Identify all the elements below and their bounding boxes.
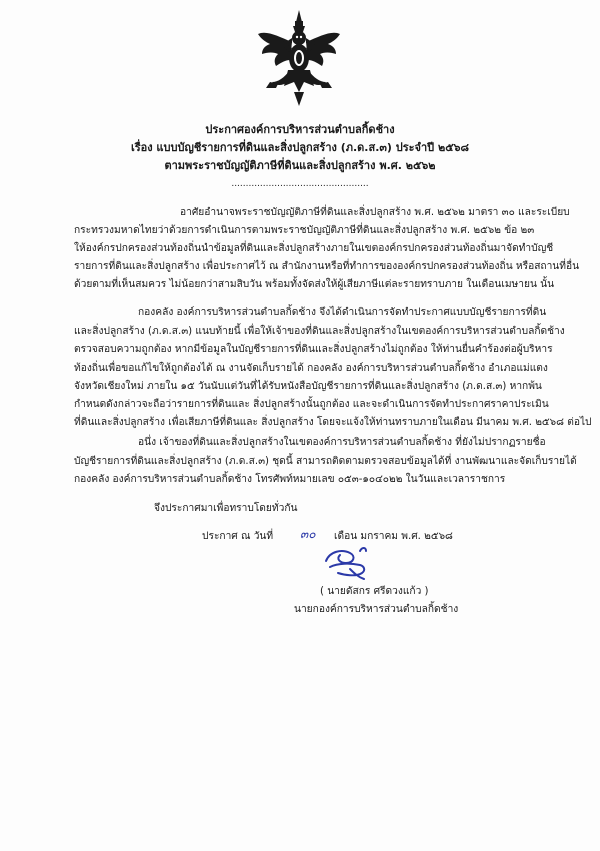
date-day: ๓๐ — [300, 527, 316, 541]
paragraph-2-line-7: ที่ดินและสิ่งปลูกสร้าง เพื่อเสียภาษีที่ดินและ สิ่งปลูกสร้าง โดยจะแจ้งให้ท่านทราบภายในเดือน มีนาคม พ.ศ. ๒๕๖๘ ต่อไป — [74, 417, 592, 428]
paragraph-1-line-1: อาศัยอำนาจพระราชบัญญัติภาษีที่ดินและสิ่งปลูกสร้าง พ.ศ. ๒๕๖๒ มาตรา ๓๐ และระเบียบ — [180, 207, 570, 218]
paragraph-1-line-2: กระทรวงมหาดไทยว่าด้วยการดำเนินการตามพระราชบัญญัติภาษีที่ดินและสิ่งปลูกสร้าง พ.ศ. ๒๕๖๒ ข้อ ๒๓ — [74, 225, 535, 236]
paragraph-1-line-4: รายการที่ดินและสิ่งปลูกสร้าง เพื่อประกาศไว้ ณ สำนักงานหรือที่ทำการขององค์กรปกครองส่วนท้องถิ่น หรือสถานที่อื่น — [74, 261, 580, 272]
paragraph-2-line-1: กองคลัง องค์การบริหารส่วนตำบลกิ้ดช้าง จึงได้ดำเนินการจัดทำประกาศแบบบัญชีรายการที่ดิน — [138, 307, 547, 318]
paragraph-3-line-2: บัญชีรายการที่ดินและสิ่งปลูกสร้าง (ภ.ด.ส.๓) ชุดนี้ สามารถติดตามตรวจสอบข้อมูลได้ที่ งานพัฒนาและจัดเก็บรายได้ — [74, 456, 577, 467]
signer-name: ( นายดัสกร ศรีดวงแก้ว ) — [320, 586, 429, 597]
paragraph-3-line-1: อนึ่ง เจ้าของที่ดินและสิ่งปลูกสร้างในเขตองค์การบริหารส่วนตำบลกิ้ดช้าง ที่ยังไม่ปรากฏรายชื่อ — [138, 437, 546, 448]
paragraph-3-line-3: กองคลัง องค์การบริหารส่วนตำบลกิ้ดช้าง โทรศัพท์หมายเลข ๐๕๓-๑๐๔๐๒๒ ในวันและเวลาราชการ — [74, 474, 506, 485]
paragraph-1-line-3: ให้องค์กรปกครองส่วนท้องถิ่นนำข้อมูลที่ดินและสิ่งปลูกสร้างภายในเขตองค์กรปกครองส่วนท้องถิ่นมาจัดทำบัญชี — [74, 243, 554, 254]
signature-mark — [320, 543, 372, 583]
signer-position: นายกองค์การบริหารส่วนตำบลกิ้ดช้าง — [294, 604, 459, 615]
closing-statement: จึงประกาศมาเพื่อทราบโดยทั่วกัน — [154, 503, 298, 514]
paragraph-2-line-2: และสิ่งปลูกสร้าง (ภ.ด.ส.๓) แนบท้ายนี้ เพื่อให้เจ้าของที่ดินและสิ่งปลูกสร้างในเขตองค์การบริหารส่วนตำบลกิ้ดช้าง — [74, 326, 565, 337]
paragraph-1-line-5: ด้วยตามที่เห็นสมควร ไม่น้อยกว่าสามสิบวัน พร้อมทั้งจัดส่งให้ผู้เสียภาษีแต่ละรายทราบภาย ในเดือนเมษายน นั้น — [74, 279, 555, 290]
date-prefix: ประกาศ ณ วันที่ — [202, 531, 274, 542]
paragraph-2-line-3: ตรวจสอบความถูกต้อง หากมีข้อมูลในบัญชีรายการที่ดินและสิ่งปลูกสร้างไม่ถูกต้อง ให้ท่านยื่นคำร้องต่อผู้บริหาร — [74, 344, 553, 355]
heading-subject: เรื่อง แบบบัญชีรายการที่ดินและสิ่งปลูกสร้าง (ภ.ด.ส.๓) ประจำปี ๒๕๖๘ — [130, 141, 470, 154]
paragraph-2-line-5: จังหวัดเชียงใหม่ ภายใน ๑๕ วันนับแต่วันที่ได้รับหนังสือบัญชีรายการที่ดินและสิ่งปลูกสร้าง (ภ.ด.ส.๓) หากพ้น — [74, 381, 542, 392]
paragraph-2-line-6: กำหนดดังกล่าวจะถือว่ารายการที่ดินและ สิ่งปลูกสร้างนั้นถูกต้อง และจะดำเนินการจัดทำประกาศราคาประเมิน — [74, 399, 549, 410]
heading-act: ตามพระราชบัญญัติภาษีที่ดินและสิ่งปลูกสร้าง พ.ศ. ๒๕๖๒ — [164, 159, 436, 172]
date-month-year: เดือน มกราคม พ.ศ. ๒๕๖๘ — [334, 531, 453, 542]
heading-separator: ................................................ — [231, 179, 369, 189]
garuda-emblem-icon — [256, 8, 342, 108]
paragraph-2-line-4: ท้องถิ่นเพื่อขอแก้ไขให้ถูกต้องได้ ณ งานจัดเก็บรายได้ กองคลัง องค์การบริหารส่วนตำบลกิ้ดช้าง อำเภอแม่แตง — [74, 363, 548, 374]
heading-organization: ประกาศองค์การบริหารส่วนตำบลกิ้ดช้าง — [205, 123, 395, 136]
